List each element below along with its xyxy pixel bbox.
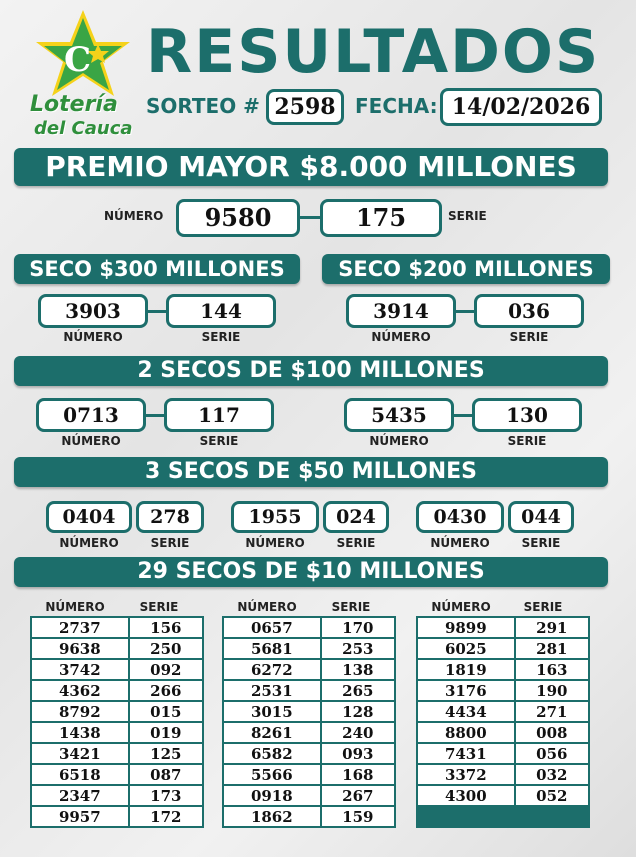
table-row — [223, 785, 395, 806]
serie-cell: 087 — [129, 764, 203, 785]
premio-mayor-serie-label: SERIE — [448, 209, 487, 223]
serie-cell: 253 — [321, 638, 395, 659]
column-header-numero: NÚMERO — [45, 600, 105, 614]
table-row — [223, 680, 395, 701]
table-row — [223, 743, 395, 764]
loteria-logo — [24, 6, 142, 142]
table-row — [31, 743, 203, 764]
secos10-table-3 — [416, 616, 590, 828]
seco50-serie: 278 — [136, 501, 204, 533]
serie-cell: 163 — [515, 659, 589, 680]
premio-mayor-numero: 9580 — [176, 199, 300, 237]
serie-label: SERIE — [509, 330, 549, 344]
table-row — [417, 638, 589, 659]
serie-label: SERIE — [336, 536, 376, 550]
serie-cell: 266 — [129, 680, 203, 701]
secos100-banner: 2 SECOS DE $100 MILLONES — [14, 356, 608, 386]
column-header-serie: SERIE — [139, 600, 179, 614]
serie-cell: 291 — [515, 617, 589, 638]
serie-cell: 265 — [321, 680, 395, 701]
numero-cell: 0657 — [223, 617, 321, 638]
numero-cell: 1819 — [417, 659, 515, 680]
serie-cell: 271 — [515, 701, 589, 722]
premio-mayor-numero-label: NÚMERO — [104, 209, 164, 223]
table-row — [223, 722, 395, 743]
logo-line1: Lotería — [30, 92, 118, 117]
seco200-serie: 036 — [474, 294, 584, 328]
numero-label: NÚMERO — [369, 434, 429, 448]
seco300-banner: SECO $300 MILLONES — [14, 254, 300, 284]
connector — [456, 310, 474, 313]
serie-cell: 056 — [515, 743, 589, 764]
numero-cell: 8792 — [31, 701, 129, 722]
connector — [148, 310, 166, 313]
numero-label: NÚMERO — [61, 434, 121, 448]
table-row — [31, 638, 203, 659]
page-title: RESULTADOS — [146, 17, 601, 87]
seco200-banner: SECO $200 MILLONES — [322, 254, 610, 284]
numero-cell: 4300 — [417, 785, 515, 806]
serie-cell: 125 — [129, 743, 203, 764]
column-header-numero: NÚMERO — [237, 600, 297, 614]
premio-mayor-serie: 175 — [320, 199, 442, 237]
numero-cell: 1438 — [31, 722, 129, 743]
serie-cell: 092 — [129, 659, 203, 680]
table-row — [31, 659, 203, 680]
numero-cell: 5566 — [223, 764, 321, 785]
logo-line2: del Cauca — [34, 118, 133, 139]
column-header-serie: SERIE — [523, 600, 563, 614]
serie-cell: 019 — [129, 722, 203, 743]
column-header-numero: NÚMERO — [431, 600, 491, 614]
connector — [454, 414, 472, 417]
table-row — [223, 617, 395, 638]
table-row — [417, 680, 589, 701]
fecha-label: FECHA: — [355, 94, 438, 118]
seco50-numero: 0404 — [46, 501, 132, 533]
serie-cell: 138 — [321, 659, 395, 680]
numero-cell: 2531 — [223, 680, 321, 701]
table-row — [223, 701, 395, 722]
serie-cell: 190 — [515, 680, 589, 701]
serie-cell: 173 — [129, 785, 203, 806]
serie-cell: 032 — [515, 764, 589, 785]
numero-cell: 9899 — [417, 617, 515, 638]
numero-cell: 6025 — [417, 638, 515, 659]
fecha-value: 14/02/2026 — [440, 88, 602, 126]
serie-label: SERIE — [507, 434, 547, 448]
numero-cell: 4434 — [417, 701, 515, 722]
serie-label: SERIE — [150, 536, 190, 550]
logo-letter: C — [64, 40, 92, 80]
table-row — [417, 764, 589, 785]
serie-cell: 008 — [515, 722, 589, 743]
serie-cell: 052 — [515, 785, 589, 806]
table-row — [31, 722, 203, 743]
numero-label: NÚMERO — [371, 330, 431, 344]
table-row — [31, 680, 203, 701]
table-row — [417, 722, 589, 743]
column-header-serie: SERIE — [331, 600, 371, 614]
table-row — [417, 785, 589, 806]
table-row — [31, 701, 203, 722]
serie-label: SERIE — [201, 330, 241, 344]
table-row — [31, 617, 203, 638]
table-row — [417, 743, 589, 764]
numero-cell: 2737 — [31, 617, 129, 638]
seco100-numero: 0713 — [36, 398, 146, 432]
numero-cell: 1862 — [223, 806, 321, 827]
serie-cell: 015 — [129, 701, 203, 722]
serie-cell: 281 — [515, 638, 589, 659]
secos10-table-1 — [30, 616, 204, 828]
numero-cell: 3421 — [31, 743, 129, 764]
premio-mayor-banner: PREMIO MAYOR $8.000 MILLONES — [14, 148, 608, 186]
numero-cell: 8261 — [223, 722, 321, 743]
secos50-banner: 3 SECOS DE $50 MILLONES — [14, 457, 608, 487]
numero-label: NÚMERO — [430, 536, 490, 550]
table-row — [31, 785, 203, 806]
serie-cell: 240 — [321, 722, 395, 743]
table-row — [31, 806, 203, 827]
connector — [146, 414, 164, 417]
empty-cell — [417, 806, 589, 827]
table-row — [223, 764, 395, 785]
connector — [300, 216, 320, 219]
table-row — [31, 764, 203, 785]
numero-cell: 0918 — [223, 785, 321, 806]
seco50-numero: 1955 — [231, 501, 319, 533]
numero-cell: 7431 — [417, 743, 515, 764]
seco100-serie: 117 — [164, 398, 274, 432]
serie-cell: 168 — [321, 764, 395, 785]
numero-cell: 3372 — [417, 764, 515, 785]
table-row — [417, 701, 589, 722]
numero-cell: 2347 — [31, 785, 129, 806]
numero-cell: 4362 — [31, 680, 129, 701]
numero-cell: 6272 — [223, 659, 321, 680]
seco50-numero: 0430 — [416, 501, 504, 533]
table-row — [417, 659, 589, 680]
numero-label: NÚMERO — [59, 536, 119, 550]
secos10-table-2 — [222, 616, 396, 828]
seco100-numero: 5435 — [344, 398, 454, 432]
serie-label: SERIE — [199, 434, 239, 448]
seco300-numero: 3903 — [38, 294, 148, 328]
seco100-serie: 130 — [472, 398, 582, 432]
numero-cell: 5681 — [223, 638, 321, 659]
table-row-empty — [417, 806, 589, 827]
serie-cell: 093 — [321, 743, 395, 764]
table-row — [223, 806, 395, 827]
seco50-serie: 024 — [323, 501, 389, 533]
numero-cell: 9957 — [31, 806, 129, 827]
numero-cell: 8800 — [417, 722, 515, 743]
serie-cell: 156 — [129, 617, 203, 638]
serie-cell: 250 — [129, 638, 203, 659]
numero-cell: 9638 — [31, 638, 129, 659]
numero-cell: 3742 — [31, 659, 129, 680]
numero-cell: 3015 — [223, 701, 321, 722]
serie-cell: 170 — [321, 617, 395, 638]
serie-cell: 159 — [321, 806, 395, 827]
numero-label: NÚMERO — [245, 536, 305, 550]
table-row — [223, 659, 395, 680]
seco300-serie: 144 — [166, 294, 276, 328]
table-row — [417, 617, 589, 638]
secos10-banner: 29 SECOS DE $10 MILLONES — [14, 557, 608, 587]
numero-cell: 6518 — [31, 764, 129, 785]
serie-label: SERIE — [521, 536, 561, 550]
numero-cell: 3176 — [417, 680, 515, 701]
serie-cell: 128 — [321, 701, 395, 722]
seco200-numero: 3914 — [346, 294, 456, 328]
seco50-serie: 044 — [508, 501, 574, 533]
serie-cell: 172 — [129, 806, 203, 827]
table-row — [223, 638, 395, 659]
numero-cell: 6582 — [223, 743, 321, 764]
sorteo-label: SORTEO # — [146, 94, 260, 118]
sorteo-value: 2598 — [266, 89, 344, 125]
numero-label: NÚMERO — [63, 330, 123, 344]
serie-cell: 267 — [321, 785, 395, 806]
